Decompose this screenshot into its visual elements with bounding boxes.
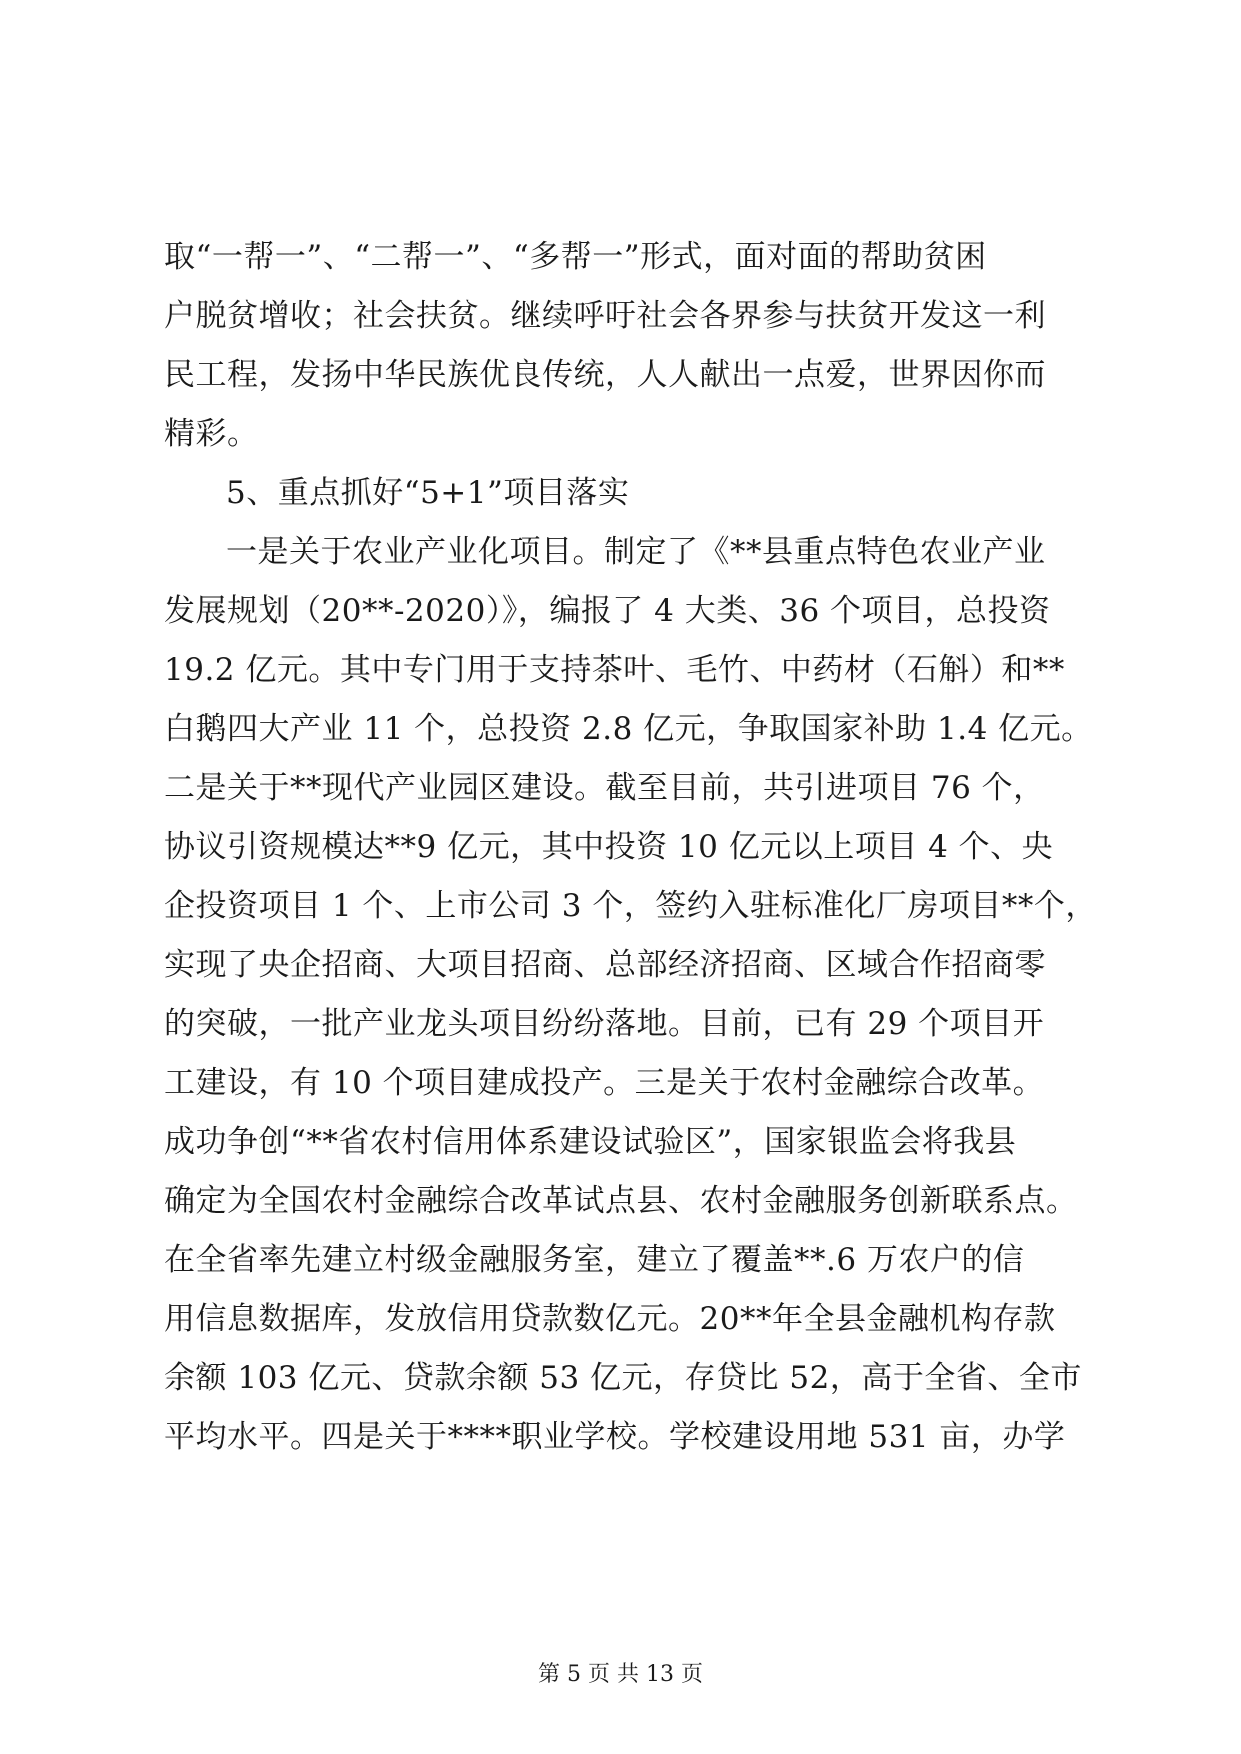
text-line: 的突破，一批产业龙头项目纷纷落地。目前，已有 29 个项目开 bbox=[164, 1006, 1045, 1042]
text-line: 企投资项目 1 个、上市公司 3 个，签约入驻标准化厂房项目**个， bbox=[164, 888, 1097, 924]
text-line: 一是关于农业产业化项目。制定了《**县重点特色农业产业 bbox=[226, 534, 1046, 570]
text-line: 确定为全国农村金融综合改革试点县、农村金融服务创新联系点。 bbox=[164, 1183, 1078, 1219]
text-line: 协议引资规模达**9 亿元，其中投资 10 亿元以上项目 4 个、央 bbox=[164, 829, 1054, 865]
text-line: 发展规划（20**-2020）》，编报了 4 大类、36 个项目，总投资 bbox=[164, 593, 1051, 629]
text-line: 平均水平。四是关于****职业学校。学校建设用地 531 亩，办学 bbox=[164, 1419, 1066, 1455]
text-line: 实现了央企招商、大项目招商、总部经济招商、区域合作招商零 bbox=[164, 947, 1046, 983]
document-body bbox=[164, 228, 1097, 1467]
text-line: 余额 103 亿元、贷款余额 53 亿元，存贷比 52，高于全省、全市 bbox=[164, 1360, 1082, 1396]
text-line: 白鹅四大产业 11 个，总投资 2.8 亿元，争取国家补助 1.4 亿元。 bbox=[164, 711, 1093, 747]
text-line: 二是关于**现代产业园区建设。截至目前，共引进项目 76 个， bbox=[164, 770, 1045, 806]
text-line: 精彩。 bbox=[164, 416, 259, 452]
text-line: 19.2 亿元。其中专门用于支持茶叶、毛竹、中药材（石斛）和** bbox=[164, 652, 1065, 688]
page-number-footer: 第 5 页 共 13 页 bbox=[538, 1662, 703, 1687]
text-line: 在全省率先建立村级金融服务室，建立了覆盖**.6 万农户的信 bbox=[164, 1242, 1025, 1278]
text-line: 户脱贫增收；社会扶贫。继续呼吁社会各界参与扶贫开发这一利 bbox=[164, 298, 1046, 334]
text-line: 民工程，发扬中华民族优良传统，人人献出一点爱，世界因你而 bbox=[164, 357, 1046, 393]
text-line: 工建设，有 10 个项目建成投产。三是关于农村金融综合改革。 bbox=[164, 1065, 1045, 1101]
text-line: 取“一帮一”、“二帮一”、“多帮一”形式，面对面的帮助贫困 bbox=[164, 239, 987, 275]
section-heading: 5、重点抓好“5+1”项目落实 bbox=[226, 475, 630, 511]
text-line: 用信息数据库，发放信用贷款数亿元。20**年全县金融机构存款 bbox=[164, 1301, 1056, 1337]
text-line: 成功争创“**省农村信用体系建设试验区”，国家银监会将我县 bbox=[164, 1124, 1017, 1160]
